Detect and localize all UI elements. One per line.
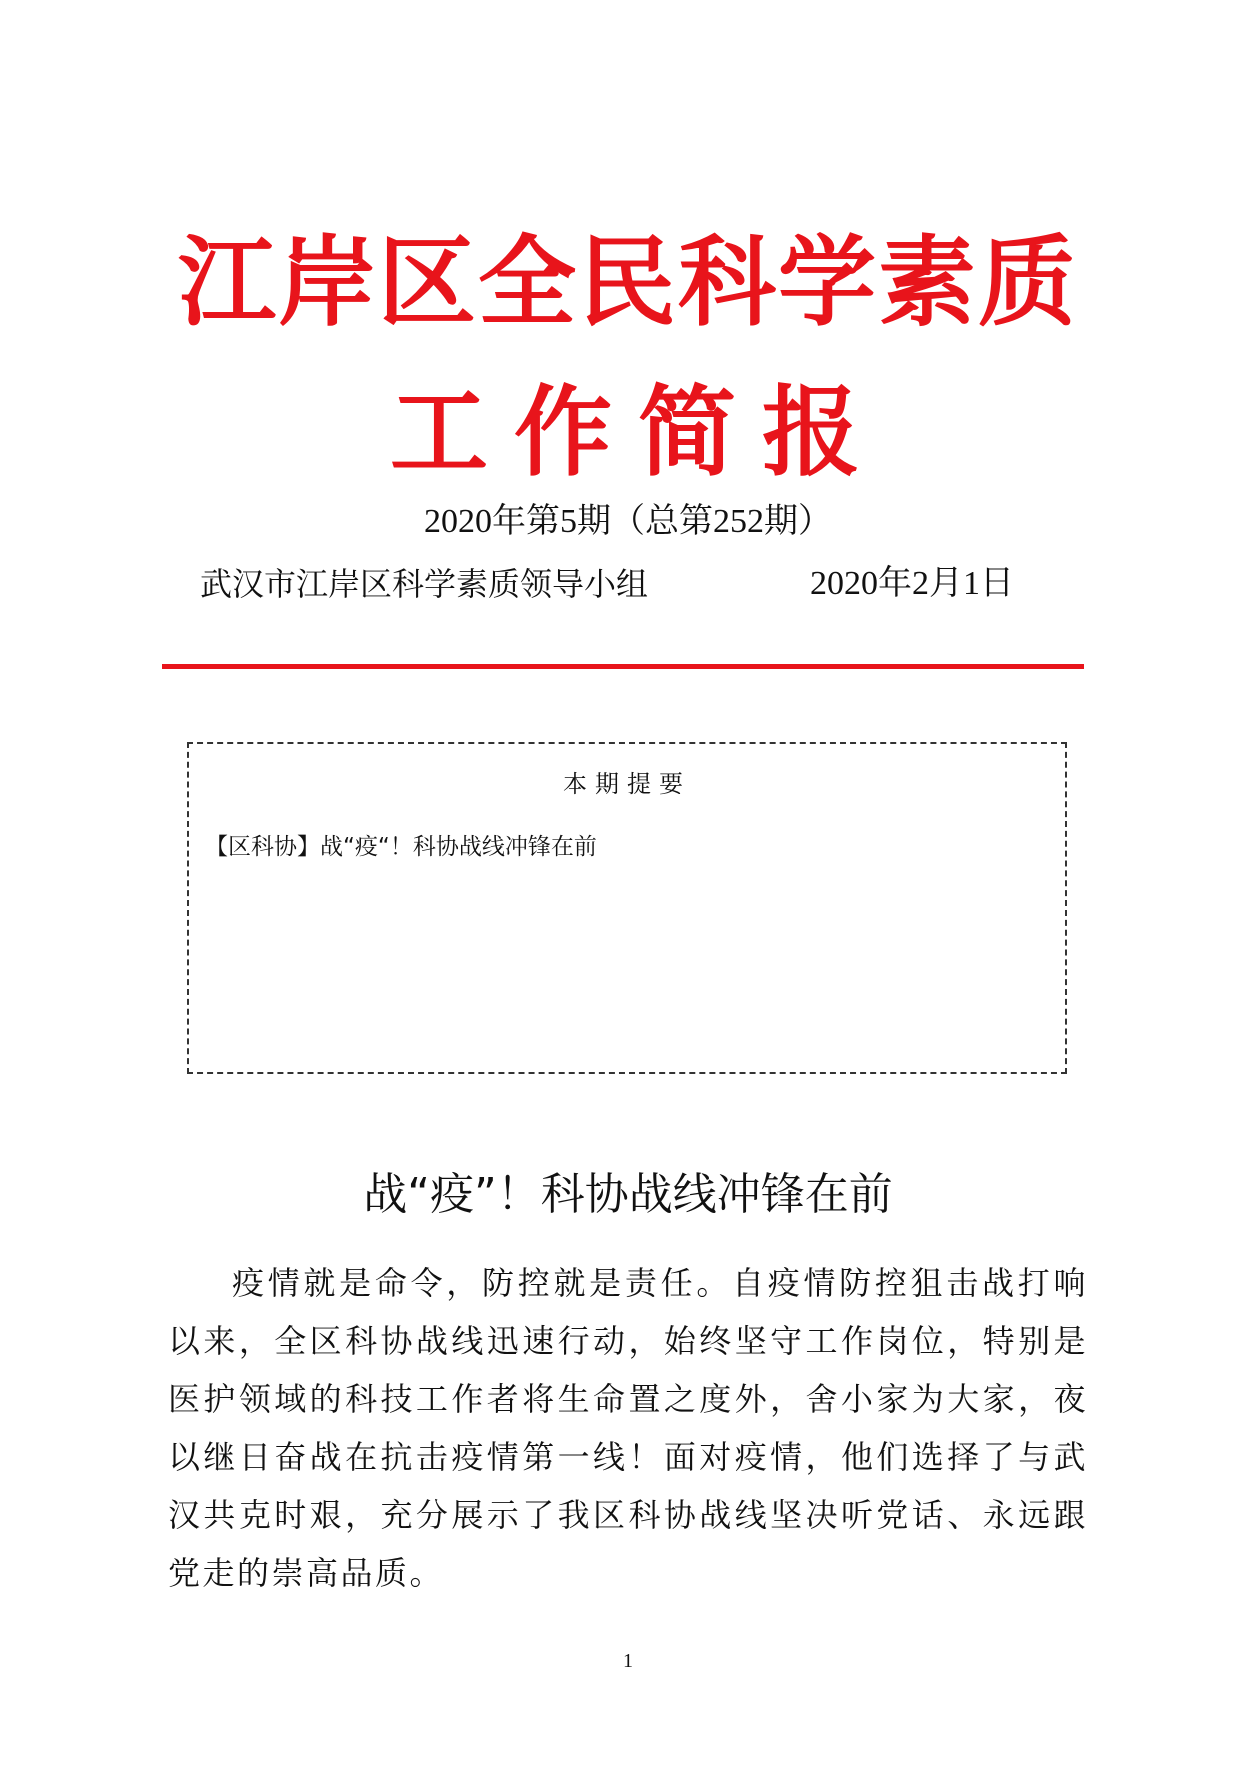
summary-title: 本期提要 [563, 770, 691, 798]
article-body: 疫情就是命令，防控就是责任。自疫情防控狙击战打响以来，全区科协战线迅速行动，始终坚守工作岗位，特别是医护领域的科技工作者将生命置之度外，舍小家为大家，夜以继日奋战在抗击疫情第一线！面对疫情，他们选择了与武汉共克时艰，充分展示了我区科协战线坚决听党话、永远跟党走的崇高品质。 [168, 1264, 1088, 1592]
organization-name: 武汉市江岸区科学素质领导小组 [200, 565, 649, 603]
masthead-title-line2: 工作简报 [389, 375, 886, 490]
summary-item: 【区科协】战“疫“！科协战线冲锋在前 [205, 834, 597, 860]
page-number: 1 [623, 1650, 633, 1672]
issue-number: 2020年第5期（总第252期） [424, 503, 832, 540]
article-title: 战“疫”！科协战线冲锋在前 [363, 1169, 893, 1220]
masthead-title-line1: 江岸区全民科学素质 [177, 225, 1078, 340]
summary-box [187, 742, 1067, 1074]
publish-date: 2020年2月1日 [810, 565, 1014, 602]
header-divider [162, 664, 1084, 669]
